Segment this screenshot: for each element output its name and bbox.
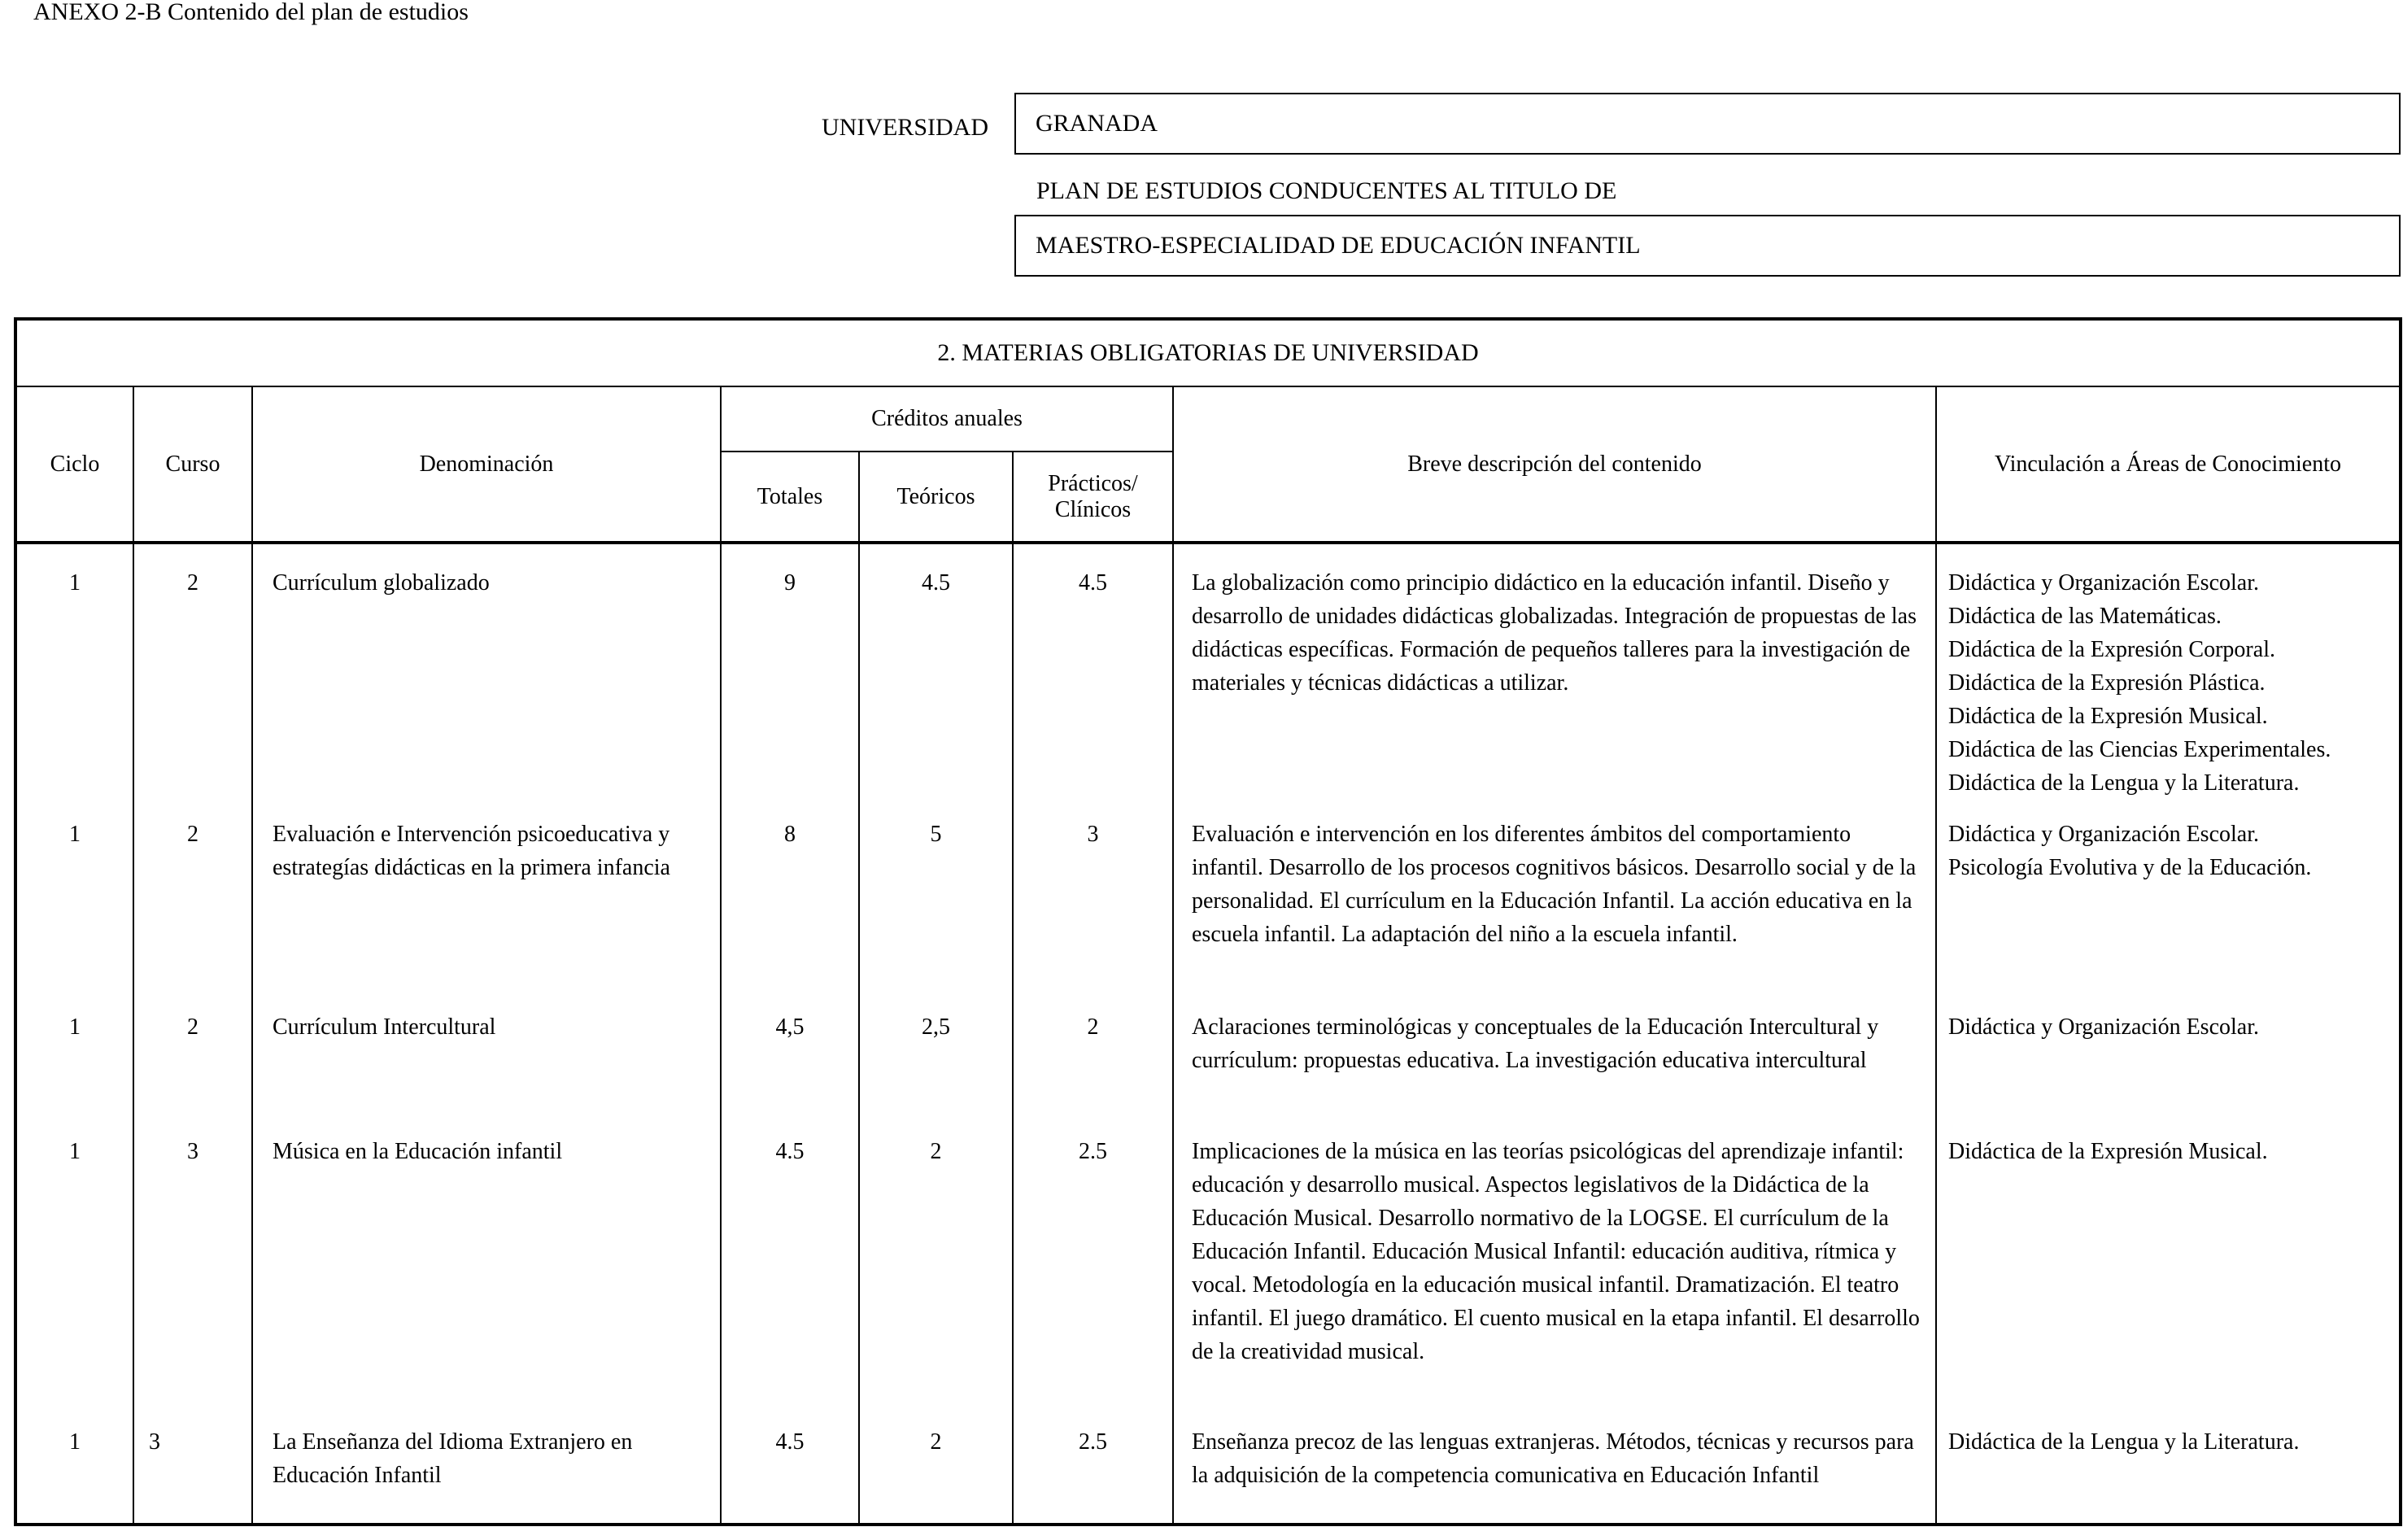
cell-denominacion: La Enseñanza del Idioma Extranjero en Educación Infantil (252, 1407, 721, 1525)
vinculacion-item: Didáctica de la Lengua y la Literatura. (1948, 1429, 2300, 1455)
annex-title: ANEXO 2-B Contenido del plan de estudios (33, 0, 469, 25)
header-teoricos: Teóricos (859, 452, 1013, 543)
cell-practicos: 4.5 (1013, 543, 1173, 800)
cell-practicos: 2 (1013, 992, 1173, 1117)
section-title: 2. MATERIAS OBLIGATORIAS DE UNIVERSIDAD (15, 319, 2401, 386)
cell-descripcion: Evaluación e intervención en los diferentes ámbitos del comportamiento infantil. Desarrollo de los procesos cognitivos básicos. Desarrollo social y de la personalidad. El currículum en la Educación Infantil. La acción educativa en la escuela infantil. La adaptación del niño a la escuela infantil. (1173, 800, 1936, 992)
cell-totales: 4.5 (721, 1407, 859, 1525)
vinculacion-item: Didáctica de la Expresión Musical. (1948, 1139, 2268, 1164)
vinculacion-item: Psicología Evolutiva y de la Educación. (1948, 855, 2312, 880)
cell-curso: 3 (133, 1117, 252, 1407)
titulo-field: MAESTRO-ESPECIALIDAD DE EDUCACIÓN INFANTIL (1014, 215, 2401, 277)
cell-vinculacion (1936, 992, 2401, 1117)
cell-teoricos: 2,5 (859, 992, 1013, 1117)
cell-teoricos: 2 (859, 1407, 1013, 1525)
cell-denominacion: Currículum globalizado (252, 543, 721, 800)
header-ciclo: Ciclo (15, 386, 133, 543)
cell-vinculacion (1936, 800, 2401, 992)
universidad-label: UNIVERSIDAD (822, 114, 988, 141)
cell-curso: 2 (133, 543, 252, 800)
cell-ciclo: 1 (15, 1117, 133, 1407)
header-practicos: Prácticos/ Clínicos (1013, 452, 1173, 543)
cell-totales: 9 (721, 543, 859, 800)
table-row (15, 992, 2401, 1117)
cell-denominacion: Música en la Educación infantil (252, 1117, 721, 1407)
cell-ciclo: 1 (15, 543, 133, 800)
cell-ciclo: 1 (15, 800, 133, 992)
cell-descripcion: Aclaraciones terminológicas y conceptuales de la Educación Intercultural y currículum: propuestas educativa. La investigación educativa intercultural (1173, 992, 1936, 1117)
cell-totales: 4,5 (721, 992, 859, 1117)
cell-descripcion: La globalización como principio didáctico en la educación infantil. Diseño y desarrollo de unidades didácticas globalizadas. Integración de propuestas de las didácticas específicas. Formación de pequeños talleres para la investigación de materiales y técnicas didácticas a utilizar. (1173, 543, 1936, 800)
cell-totales: 4.5 (721, 1117, 859, 1407)
cell-vinculacion (1936, 543, 2401, 800)
cell-curso: 2 (133, 800, 252, 992)
vinculacion-item: Didáctica y Organización Escolar. (1948, 1014, 2259, 1040)
vinculacion-item: Didáctica de la Expresión Corporal. (1948, 637, 2275, 662)
header-curso: Curso (133, 386, 252, 543)
cell-practicos: 2.5 (1013, 1117, 1173, 1407)
vinculacion-item: Didáctica de la Expresión Musical. (1948, 704, 2268, 729)
vinculacion-item: Didáctica de las Ciencias Experimentales. (1948, 737, 2331, 762)
header-vinculacion: Vinculación a Áreas de Conocimiento (1936, 386, 2401, 543)
vinculacion-item: Didáctica y Organización Escolar. (1948, 570, 2259, 595)
vinculacion-item: Didáctica y Organización Escolar. (1948, 822, 2259, 847)
header-descripcion: Breve descripción del contenido (1173, 386, 1936, 543)
materias-table (14, 317, 2402, 1526)
table-row (15, 1407, 2401, 1525)
cell-denominacion: Currículum Intercultural (252, 992, 721, 1117)
cell-practicos: 3 (1013, 800, 1173, 992)
cell-curso: 3 (133, 1407, 252, 1525)
header-creditos: Créditos anuales (721, 386, 1173, 452)
cell-totales: 8 (721, 800, 859, 992)
cell-ciclo: 1 (15, 1407, 133, 1525)
vinculacion-item: Didáctica de las Matemáticas. (1948, 604, 2222, 629)
universidad-field: GRANADA (1014, 93, 2401, 155)
cell-practicos: 2.5 (1013, 1407, 1173, 1525)
table-row (15, 543, 2401, 800)
header-denominacion: Denominación (252, 386, 721, 543)
table-row (15, 1117, 2401, 1407)
vinculacion-item: Didáctica de la Expresión Plástica. (1948, 670, 2266, 696)
table-row (15, 800, 2401, 992)
cell-denominacion: Evaluación e Intervención psicoeducativa y estrategías didácticas en la primera infancia (252, 800, 721, 992)
header-totales: Totales (721, 452, 859, 543)
cell-curso: 2 (133, 992, 252, 1117)
cell-teoricos: 2 (859, 1117, 1013, 1407)
cell-teoricos: 4.5 (859, 543, 1013, 800)
vinculacion-item: Didáctica de la Lengua y la Literatura. (1948, 770, 2300, 796)
cell-vinculacion (1936, 1117, 2401, 1407)
plan-label: PLAN DE ESTUDIOS CONDUCENTES AL TITULO DE (1036, 177, 1617, 204)
cell-ciclo: 1 (15, 992, 133, 1117)
cell-teoricos: 5 (859, 800, 1013, 992)
cell-vinculacion (1936, 1407, 2401, 1525)
cell-descripcion: Enseñanza precoz de las lenguas extranjeras. Métodos, técnicas y recursos para la adquisición de la competencia comunicativa en Educación Infantil (1173, 1407, 1936, 1525)
cell-descripcion: Implicaciones de la música en las teorías psicológicas del aprendizaje infantil: educación y desarrollo musical. Aspectos legislativos de la Didáctica de la Educación Musical. Desarrollo normativo de la LOGSE. El currículum de la Educación Infantil. Educación Musical Infantil: educación auditiva, rítmica y vocal. Metodología en la educación musical infantil. Dramatización. El teatro infantil. El juego dramático. El cuento musical en la etapa infantil. El desarrollo de la creatividad musical. (1173, 1117, 1936, 1407)
